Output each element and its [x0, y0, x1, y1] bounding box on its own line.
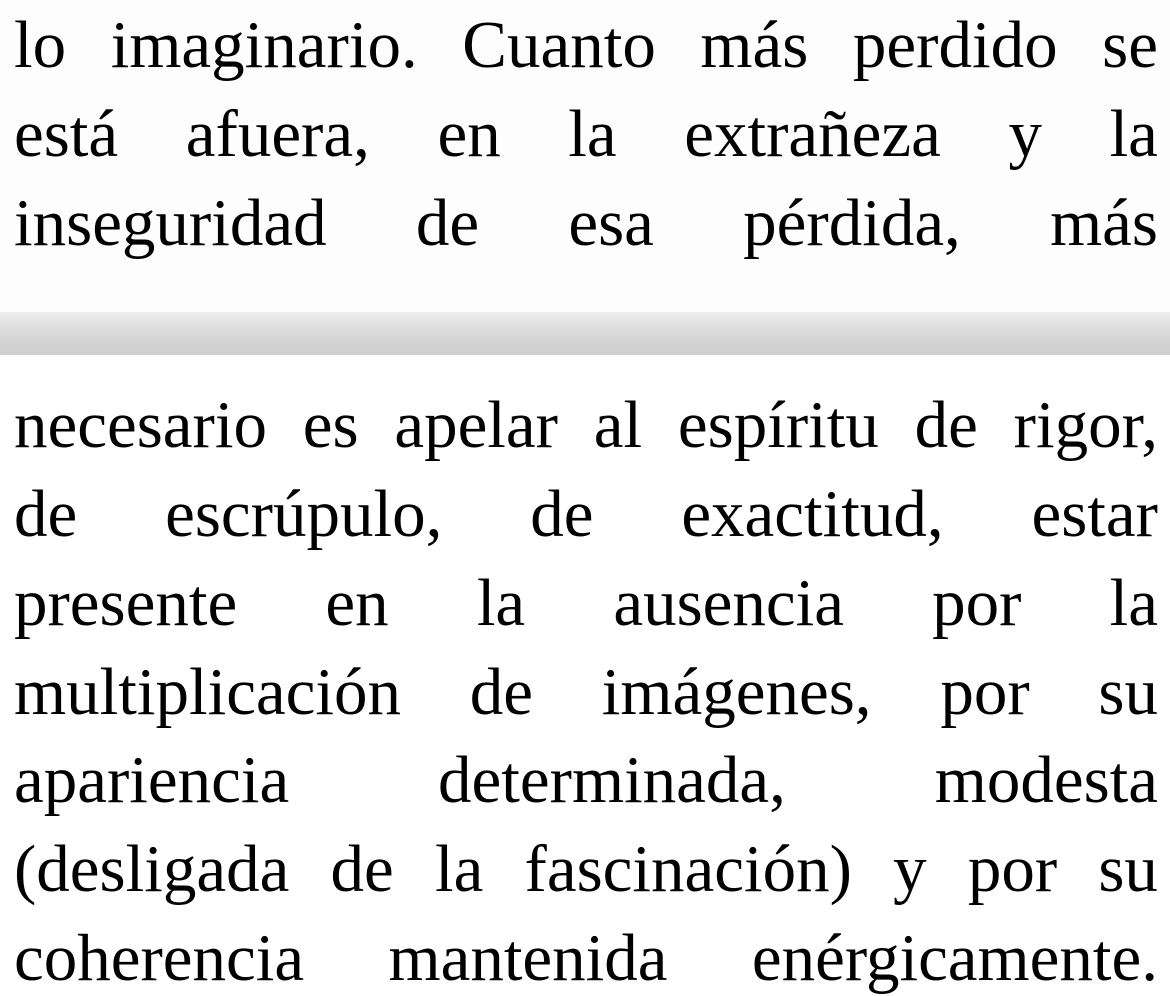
word: espíritu — [677, 388, 879, 462]
word: apelar — [394, 388, 558, 462]
text-line — [14, 921, 1158, 995]
word: por — [932, 566, 1022, 640]
word: lo — [14, 8, 67, 82]
word: la — [1109, 566, 1158, 640]
word: perdido — [852, 8, 1058, 82]
word: de — [330, 832, 394, 906]
word: la — [476, 566, 526, 640]
text-line — [14, 97, 1158, 171]
word: ausencia — [613, 566, 844, 640]
word: de — [914, 388, 978, 462]
word: pérdida, — [743, 186, 961, 260]
word: inseguridad — [14, 186, 327, 260]
word: en — [325, 566, 389, 640]
word: más — [1050, 186, 1158, 260]
text-line — [14, 743, 1158, 817]
word: fascinación) — [524, 832, 852, 906]
word: de — [469, 655, 534, 729]
word: por — [967, 832, 1058, 906]
word: su — [1098, 655, 1158, 729]
text-line — [14, 832, 1158, 906]
word: escrúpulo, — [165, 477, 443, 551]
word: de — [415, 186, 480, 260]
word: determinada, — [438, 743, 786, 817]
page-top — [0, 0, 1170, 312]
word: necesario — [14, 388, 267, 462]
word: exactitud, — [681, 477, 944, 551]
word: la — [434, 832, 484, 906]
word: más — [700, 8, 809, 82]
word: se — [1102, 8, 1158, 82]
word: afuera, — [185, 97, 370, 171]
word: y — [893, 832, 927, 906]
word: esa — [568, 186, 654, 260]
word: enérgicamente. — [751, 921, 1158, 995]
text-line — [14, 566, 1158, 640]
word: multiplicación — [14, 655, 402, 729]
word: de — [530, 477, 594, 551]
page-bottom — [0, 355, 1170, 996]
word: es — [302, 388, 359, 462]
word: al — [593, 388, 643, 462]
word: está — [14, 97, 119, 171]
word: extrañeza — [684, 97, 941, 171]
word: apariencia — [14, 743, 290, 817]
text-line — [14, 186, 1158, 260]
page-separator — [0, 312, 1170, 355]
word: rigor, — [1013, 388, 1158, 462]
text-line — [14, 655, 1158, 729]
word: y — [1008, 97, 1042, 171]
word: imaginario. — [110, 8, 418, 82]
word: la — [568, 97, 617, 171]
word: Cuanto — [462, 8, 656, 82]
word: imágenes, — [601, 655, 872, 729]
text-line — [14, 388, 1158, 462]
word: coherencia — [14, 921, 305, 995]
word: la — [1109, 97, 1158, 171]
word: (desligada — [14, 832, 290, 906]
word: en — [437, 97, 501, 171]
word: su — [1098, 832, 1158, 906]
word: por — [940, 655, 1030, 729]
word: presente — [14, 566, 238, 640]
text-line — [14, 477, 1158, 551]
text-line — [14, 8, 1158, 82]
word: modesta — [934, 743, 1158, 817]
word: estar — [1031, 477, 1158, 551]
word: de — [14, 477, 78, 551]
word: mantenida — [388, 921, 668, 995]
